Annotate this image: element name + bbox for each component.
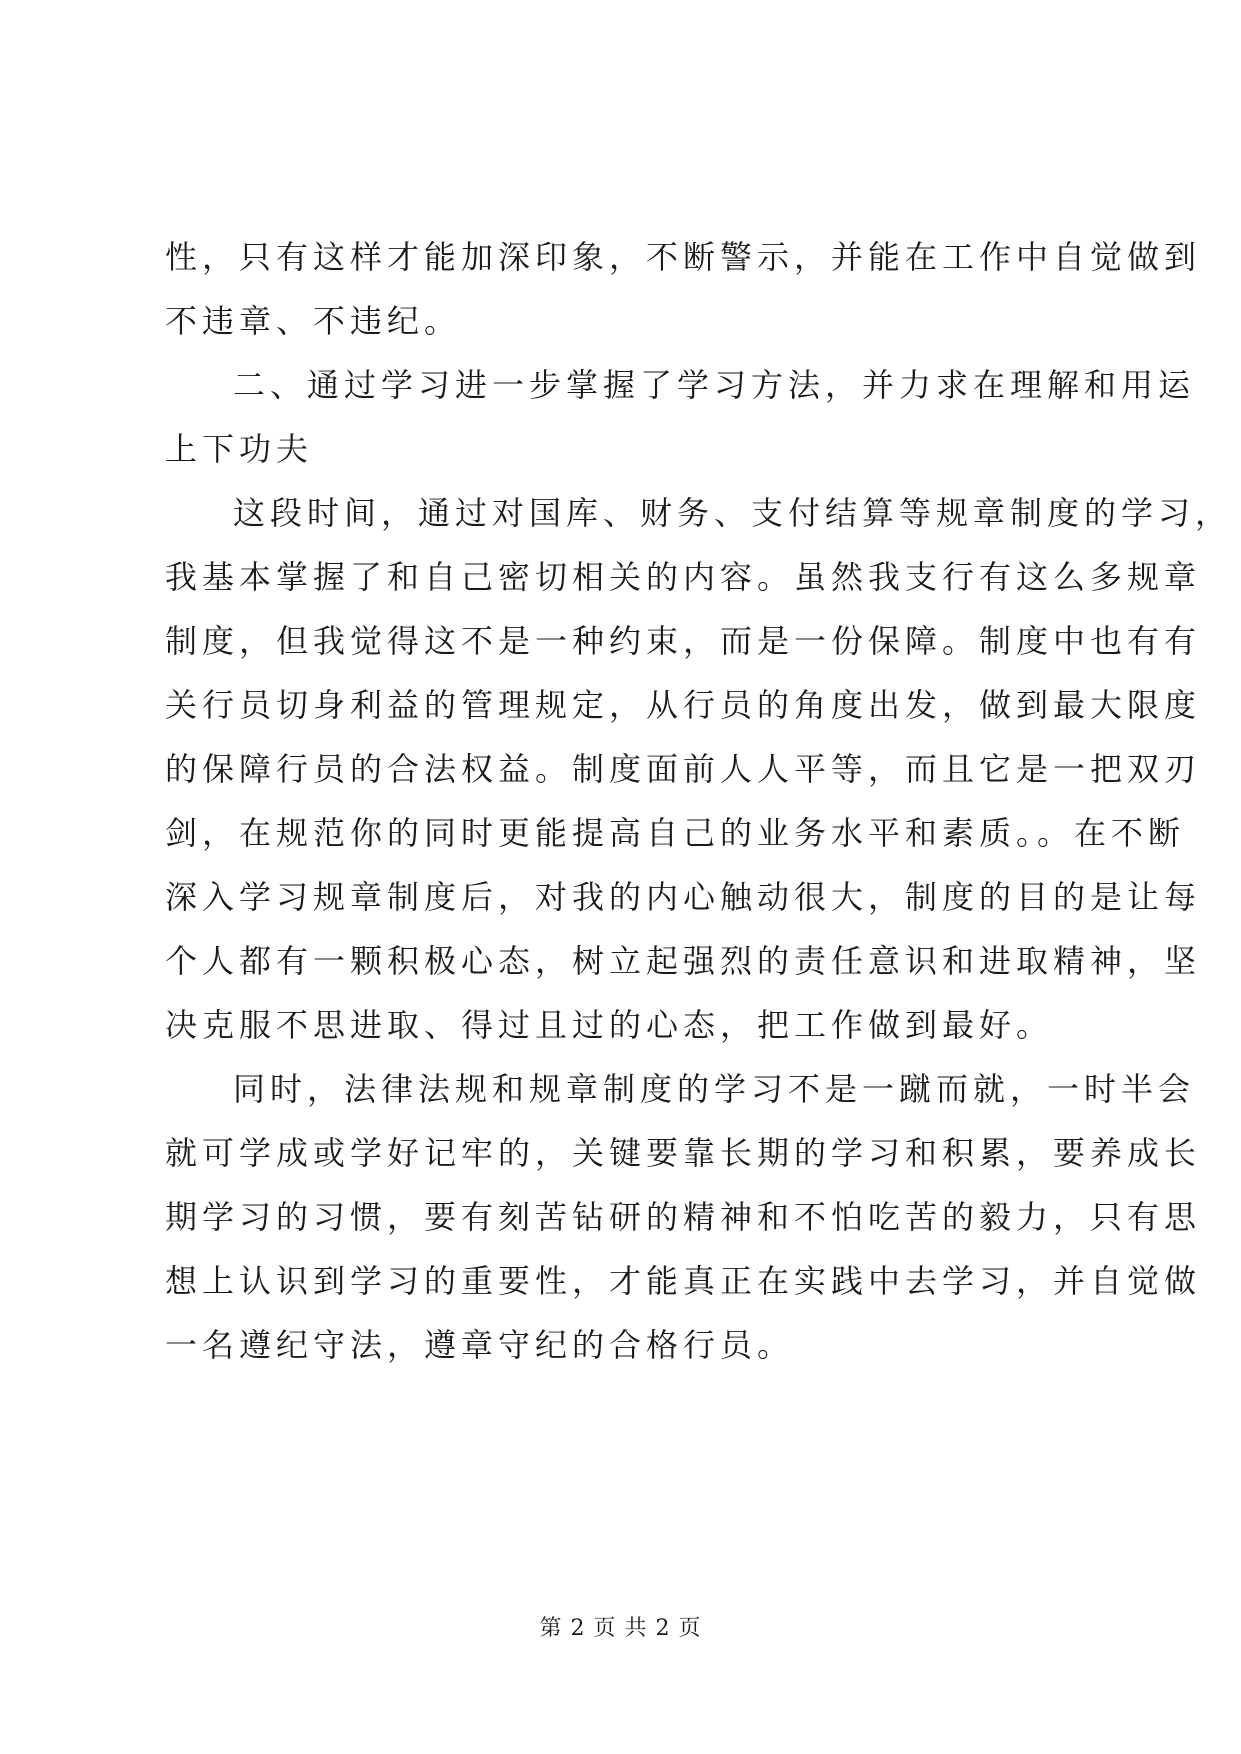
text-line: 性，只有这样才能加深印象，不断警示，并能在工作中自觉做到	[165, 238, 1202, 276]
text-line: 制度，但我觉得这不是一种约束，而是一份保障。制度中也有有	[165, 622, 1202, 660]
text-line: 这段时间，通过对国库、财务、支付结算等规章制度的学习，	[233, 494, 1233, 532]
text-line: 想上认识到学习的重要性，才能真正在实践中去学习，并自觉做	[165, 1262, 1202, 1300]
paragraph-study-summary	[165, 481, 1233, 1057]
text-line: 我基本掌握了和自己密切相关的内容。虽然我支行有这么多规章	[165, 558, 1202, 596]
text-line: 深入学习规章制度后，对我的内心触动很大，制度的目的是让每	[165, 878, 1202, 916]
text-line: 个人都有一颗积极心态，树立起强烈的责任意识和进取精神，坚	[165, 942, 1202, 980]
text-line: 上下功夫	[165, 430, 314, 468]
text-line: 就可学成或学好记牢的，关键要靠长期的学习和积累，要养成长	[165, 1134, 1202, 1172]
text-line: 一名遵纪守法，遵章守纪的合格行员。	[165, 1326, 795, 1364]
text-line: 关行员切身利益的管理规定，从行员的角度出发，做到最大限度	[165, 686, 1202, 724]
text-line: 期学习的习惯，要有刻苦钻研的精神和不怕吃苦的毅力，只有思	[165, 1198, 1202, 1236]
text-line: 剑，在规范你的同时更能提高自己的业务水平和素质。。在不断	[165, 814, 1186, 852]
paragraph-long-term-learning	[165, 1057, 1202, 1377]
text-line: 决克服不思进取、得过且过的心态，把工作做到最好。	[165, 1006, 1054, 1044]
text-line: 二、通过学习进一步掌握了学习方法，并力求在理解和用运	[233, 366, 1196, 404]
document-body	[165, 225, 1233, 1377]
text-line: 同时，法律法规和规章制度的学习不是一蹴而就，一时半会	[233, 1070, 1196, 1108]
text-line: 的保障行员的合法权益。制度面前人人平等，而且它是一把双刃	[165, 750, 1202, 788]
text-line: 不违章、不违纪。	[165, 302, 462, 340]
page-number-footer: 第 2 页 共 2 页	[539, 1616, 702, 1641]
paragraph-continuation	[165, 225, 1202, 353]
section-heading	[165, 353, 1196, 481]
